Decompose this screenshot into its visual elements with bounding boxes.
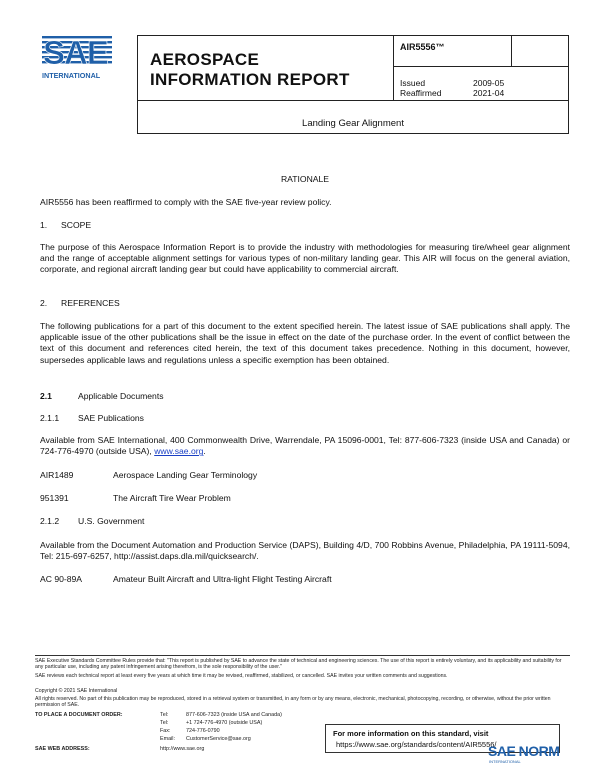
tel2-label: Tel: (160, 720, 169, 726)
scope-text: The purpose of this Aerospace Information Report is to provide the industry with methodologies for measuring tire/wheel gear alignment and the range of acceptable alignment settings for various types of non-military landing gear. This AIR will focus on the general aviation, corporate, and regional aircraft landing gear but could have applicability to commercial aircraft. (40, 242, 570, 275)
tel2-value: +1 724-776-4970 (outside USA) (186, 720, 263, 726)
more-info-text: For more information on this standard, visit (333, 729, 489, 738)
rationale-text: AIR5556 has been reaffirmed to comply with the SAE five-year review policy. (40, 197, 332, 207)
norm-sub-text: INTERNATIONAL (489, 759, 521, 764)
tel1-value: 877-606-7323 (inside USA and Canada) (186, 712, 282, 718)
rights-text: All rights reserved. No part of this publication may be reproduced, stored in a retrieval system or transmitted, in any form or by any means, electronic, mechanical, photocopying, recording, or otherwise, without the prior written permission of SAE. (35, 696, 551, 709)
reference-code: AIR1489 (40, 470, 74, 480)
reference-title: Aerospace Landing Gear Terminology (113, 470, 258, 480)
subsection-number: 2.1 (40, 391, 52, 401)
subsection-title-sae: SAE Publications (78, 413, 144, 423)
tel1-label: Tel: (160, 712, 169, 718)
email-value[interactable]: CustomerService@sae.org (186, 736, 251, 742)
sae-norm-watermark (487, 742, 577, 764)
issued-date: 2009-05 (473, 78, 505, 88)
web-address[interactable]: http://www.sae.org (160, 746, 205, 752)
section-title-scope: SCOPE (61, 220, 92, 230)
section-number: 1. (40, 220, 48, 230)
sae-website-link[interactable]: www.sae.org (154, 446, 204, 457)
reaffirmed-label: Reaffirmed (400, 88, 442, 98)
reaffirmed-date: 2021-04 (473, 88, 505, 98)
sae-norm-logo-icon (487, 742, 577, 764)
section-number: 2. (40, 298, 48, 308)
reference-title: Amateur Built Aircraft and Ultra-light Flight Testing Aircraft (113, 574, 332, 584)
fax-label: Fax: (160, 728, 171, 734)
subsection-title-applicable: Applicable Documents (78, 391, 164, 401)
committee-rules-text: SAE Executive Standards Committee Rules provide that: "This report is published by SAE to advance the state of technical and engineering sciences. The use of this report is entirely voluntary, and its applicability and suitability for any particular use, including any patent infringement arising therefrom, is the sole responsibility of the user." (35, 658, 562, 671)
sae-logo (40, 34, 124, 84)
reference-code: AC 90-89A (40, 574, 83, 584)
review-policy-text: SAE reviews each technical report at least every five years at which time it may be revised, reaffirmed, stabilized, or cancelled. SAE invites your written comments and suggestions. (35, 673, 448, 679)
sae-availability-end: . (203, 446, 206, 457)
copyright-text: Copyright © 2021 SAE International (35, 688, 118, 694)
header-divider (138, 100, 568, 101)
report-header (137, 35, 569, 134)
report-title-line1: AEROSPACE (150, 50, 260, 69)
issued-label: Issued (400, 78, 426, 88)
footer-divider (35, 655, 570, 656)
rationale-heading: RATIONALE (280, 174, 330, 184)
fax-value: 724-776-0790 (186, 728, 220, 734)
standard-url-link[interactable]: https://www.sae.org/standards/content/AIR5556/ (336, 740, 497, 749)
norm-main-text: SAE NORM (488, 743, 560, 759)
reference-title: The Aircraft Tire Wear Problem (113, 493, 231, 503)
logo-main-text: SAE (43, 34, 108, 71)
header-divider (393, 66, 569, 67)
header-divider (511, 36, 512, 66)
document-number: AIR5556™ (400, 42, 445, 52)
section-title-references: REFERENCES (61, 298, 120, 308)
references-text: The following publications for a part of this document to the extent specified herein. The latest issue of SAE publications shall apply. The applicable issue of the other publications shall be the issue in effect on the date of the purchase order. In the event of conflict between the text of this document and references cited herein, the text of this document takes precedence. Nothing in this document, however, supersedes applicable laws and regulations unless a specific exemption has been obtained. (40, 321, 570, 365)
subsection-number: 2.1.1 (40, 413, 60, 423)
reference-code: 951391 (40, 493, 69, 503)
header-divider (393, 36, 394, 100)
government-availability: Available from the Document Automation and Production Service (DAPS), Building 4/D, 700 Robbins Avenue, Philadelphia, PA 19111-5094, Tel: 215-697-6257, http://assist.daps.dla.mil/quicksearch/. (40, 540, 570, 562)
logo-sub-text: INTERNATIONAL (42, 71, 101, 80)
subsection-number: 2.1.2 (40, 516, 60, 526)
sae-availability (40, 435, 570, 457)
document-subject: Landing Gear Alignment (302, 118, 404, 129)
report-type-title (150, 50, 350, 90)
email-label: Email: (160, 736, 175, 742)
subsection-title-government: U.S. Government (78, 516, 145, 526)
web-label: SAE WEB ADDRESS: (35, 746, 90, 752)
report-title-line2: INFORMATION REPORT (150, 70, 350, 89)
sae-logo-graphic (40, 34, 124, 84)
sae-availability-text: Available from SAE International, 400 Commonwealth Drive, Warrendale, PA 15096-0001, Tel: 877-606-7323 (inside USA and Canada) or 724-776-4970 (outside USA), (40, 435, 570, 457)
order-label: TO PLACE A DOCUMENT ORDER: (35, 712, 123, 718)
